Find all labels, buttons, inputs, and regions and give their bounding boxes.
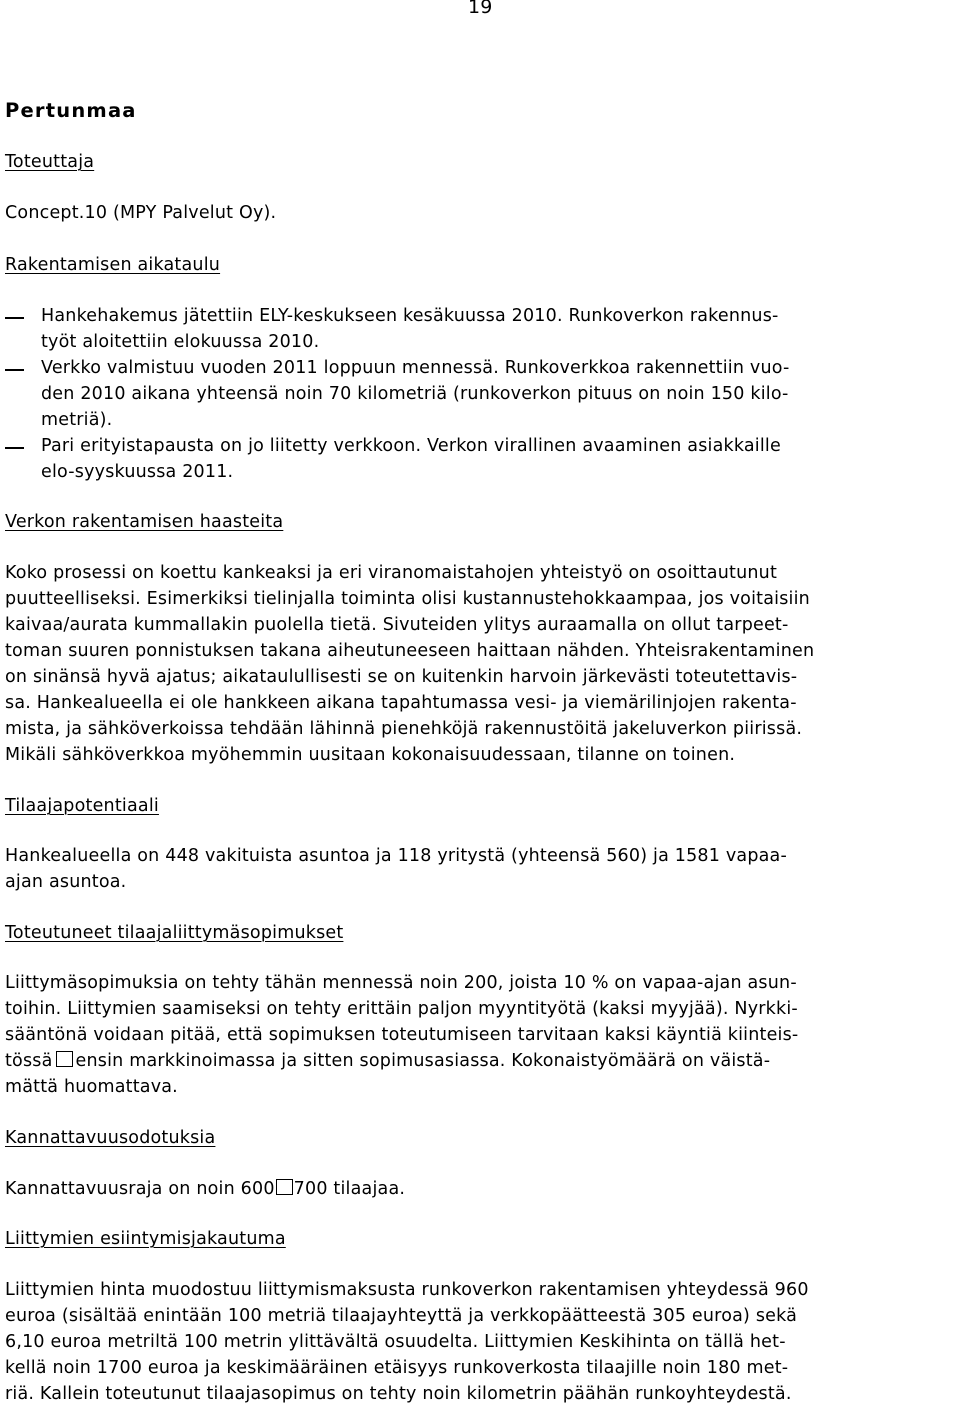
section-title-toteuttaja: Toteuttaja: [5, 152, 95, 172]
bullet-line: Hankehakemus jätettiin ELY-keskukseen kesäkuussa 2010. Runkoverkon rakennus-: [41, 306, 779, 326]
text-line: mista, ja sähköverkoissa tehdään lähinnä pienehköjä rakennustöitä jakeluverkon piirissä.: [5, 719, 803, 739]
bullet-line: metriä).: [41, 410, 113, 430]
bullet-line: työt aloitettiin elokuussa 2010.: [41, 332, 320, 352]
text-line: toihin. Liittymien saamiseksi on tehty erittäin paljon myyntityötä (kaksi myyjää). Nyrkki-: [5, 999, 798, 1019]
bullet-line: Pari erityistapausta on jo liitetty verkkoon. Verkon virallinen avaaminen asiakkaille: [41, 436, 781, 456]
text-fragment: Kannattavuusraja on noin 600: [5, 1179, 275, 1199]
text-line: euroa (sisältää enintään 100 metriä tilaajayhteyttä ja verkkopäätteestä 305 euroa) sekä: [5, 1306, 798, 1326]
section-title-sopimukset: Toteutuneet tilaajaliittymäsopimukset: [5, 923, 344, 943]
text-line: Liittymäsopimuksia on tehty tähän mennessä noin 200, joista 10 % on vapaa-ajan asun-: [5, 973, 797, 993]
text-line: [5, 1179, 405, 1199]
text-line: 6,10 euroa metriltä 100 metrin ylittävältä osuudelta. Liittymien Keskihinta on tällä het-: [5, 1332, 786, 1352]
text-line: puutteelliseksi. Esimerkiksi tielinjalla toiminta olisi kustannustehokkaampaa, jos voitaisiin: [5, 589, 810, 609]
text-line: Hankealueella on 448 vakituista asuntoa ja 118 yritystä (yhteensä 560) ja 1581 vapaa-: [5, 846, 788, 866]
section-title-hinta: Liittymien esiintymisjakautuma: [5, 1229, 286, 1249]
text-line: riä. Kallein toteutunut tilaajasopimus on tehty noin kilometrin päähän runkoyhteydestä.: [5, 1384, 792, 1404]
section-title-aikataulu: Rakentamisen aikataulu: [5, 255, 221, 275]
bullet-dash: [5, 447, 24, 449]
bullet-dash: [5, 369, 24, 371]
missing-glyph-box: [276, 1179, 293, 1195]
section-title-kannattavuus: Kannattavuusodotuksia: [5, 1128, 216, 1148]
text-line: Koko prosessi on koettu kankeaksi ja eri viranomaistahojen yhteistyö on osoittautunut: [5, 563, 778, 583]
text-line: ajan asuntoa.: [5, 872, 127, 892]
missing-glyph-box: [56, 1051, 73, 1067]
section-title-haasteet: Verkon rakentamisen haasteita: [5, 512, 284, 532]
text-line: on sinänsä hyvä ajatus; aikataulullisesti se on kuitenkin harvoin järkevästi toteutettavis-: [5, 667, 798, 687]
bullet-line: den 2010 aikana yhteensä noin 70 kilometriä (runkoverkon pituus on noin 150 kilo-: [41, 384, 789, 404]
text-line: kellä noin 1700 euroa ja keskimääräinen etäisyys runkoverkosta tilaajille noin 180 met-: [5, 1358, 789, 1378]
page-number: 19: [468, 0, 493, 18]
text-fragment: ensin markkinoimassa ja sitten sopimusasiassa. Kokonaistyömäärä on väistä-: [75, 1051, 771, 1071]
text-line: sääntönä voidaan pitää, että sopimuksen toteutumiseen tarvitaan kaksi käyntiä kiinteis-: [5, 1025, 799, 1045]
text-line: Liittymien hinta muodostuu liittymismaksusta runkoverkon rakentamisen yhteydessä 960: [5, 1280, 809, 1300]
text-line: Mikäli sähköverkkoa myöhemmin uusitaan kokonaisuudessaan, tilanne on toinen.: [5, 745, 736, 765]
text-line: [5, 1051, 770, 1071]
paragraph-toteuttaja: Concept.10 (MPY Palvelut Oy).: [5, 203, 277, 223]
section-title-tilaajapotentiaali: Tilaajapotentiaali: [5, 796, 159, 816]
page-heading: Pertunmaa: [5, 99, 137, 122]
bullet-line: Verkko valmistuu vuoden 2011 loppuun mennessä. Runkoverkkoa rakennettiin vuo-: [41, 358, 790, 378]
bullet-dash: [5, 317, 24, 319]
text-line: toman suuren ponnistuksen takana aiheutuneeseen haittaan nähden. Yhteisrakentaminen: [5, 641, 815, 661]
text-line: mättä huomattava.: [5, 1077, 178, 1097]
text-line: kaivaa/aurata kummallakin puolella tietä. Sivuteiden ylitys auraamalla on ollut tarpeet-: [5, 615, 789, 635]
text-line: sa. Hankealueella ei ole hankkeen aikana tapahtumassa vesi- ja viemärilinjojen rakenta-: [5, 693, 797, 713]
text-fragment: tössä: [5, 1051, 53, 1071]
text-fragment: 700 tilaajaa.: [293, 1179, 406, 1199]
bullet-line: elo-syyskuussa 2011.: [41, 462, 234, 482]
